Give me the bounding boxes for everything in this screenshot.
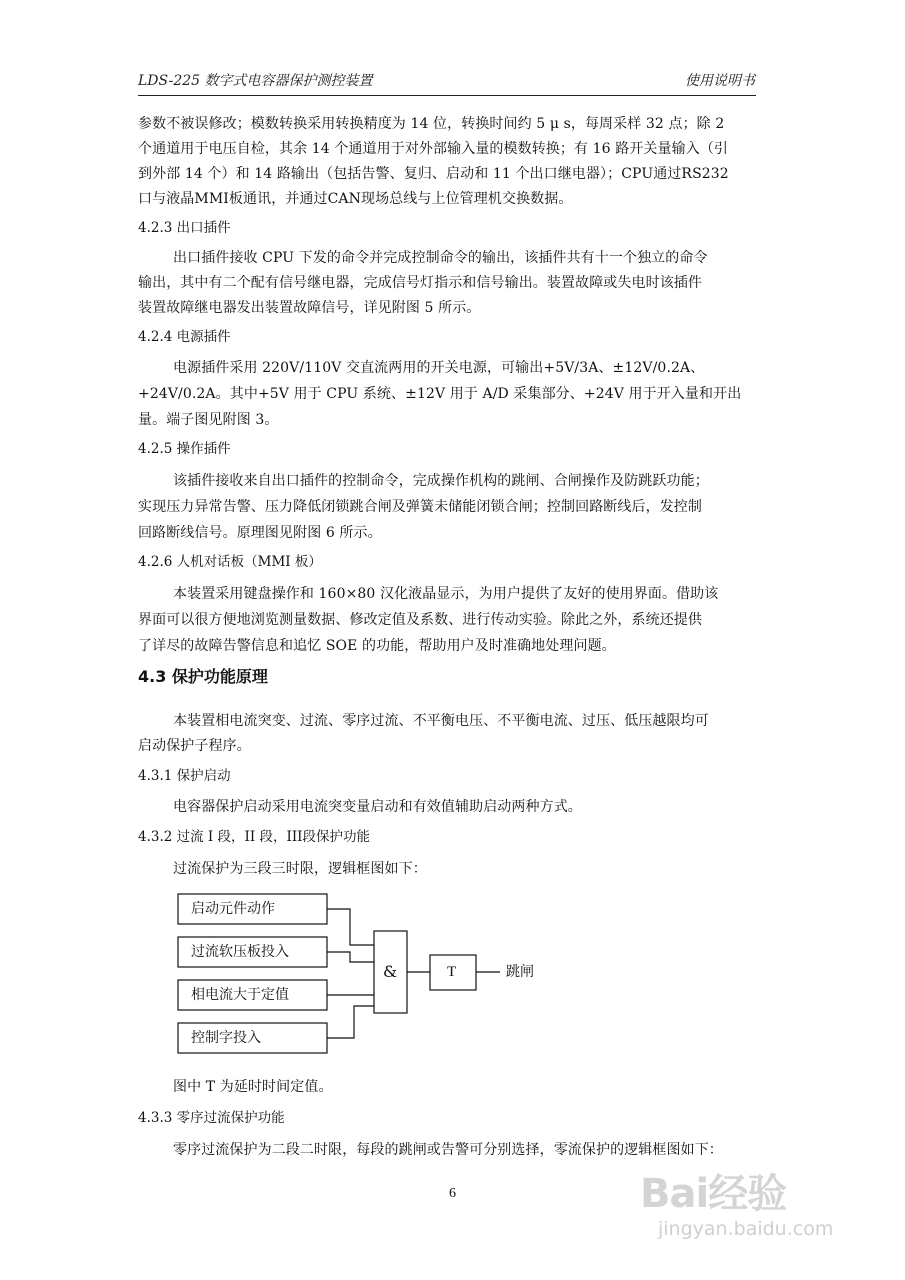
paragraph-line: 量。端子图见附图 3。: [138, 412, 279, 428]
input-box-1: [178, 894, 327, 924]
paragraph-line: 装置故障继电器发出装置故障信号，详见附图 5 所示。: [138, 300, 481, 316]
input-box-2: [178, 937, 327, 967]
paragraph-line: 本装置采用键盘操作和 160×80 汉化液晶显示，为用户提供了友好的使用界面。借助该: [173, 586, 719, 602]
input-box-4: [178, 1023, 327, 1053]
paragraph-line: 启动保护子程序。: [138, 738, 251, 754]
input-wire-1: [327, 909, 374, 945]
paragraph-line: +24V/0.2A。其中+5V 用于 CPU 系统、±12V 用于 A/D 采集部分、+24V 用于开入量和开出: [138, 386, 742, 402]
running-header: [138, 70, 755, 92]
paragraph-line: 回路断线信号。原理图见附图 6 所示。: [138, 525, 382, 541]
input-wire-4: [327, 1006, 374, 1038]
header-divider: [138, 95, 756, 96]
paragraph-line: 电容器保护启动采用电流突变量启动和有效值辅助启动两种方式。: [173, 799, 582, 815]
paragraph-line: 界面可以很方便地浏览测量数据、修改定值及系数、进行传动实验。除此之外，系统还提供: [138, 612, 702, 628]
input-wire-2: [327, 952, 374, 962]
paragraph-line: 过流保护为三段三时限，逻辑框图如下：: [173, 861, 427, 877]
figure-note: 图中 T 为延时时间定值。: [173, 1079, 333, 1095]
input-label-control-word: 控制字投入: [191, 1030, 261, 1046]
input-label-current: 相电流大于定值: [191, 987, 289, 1003]
paragraph-line: 出口插件接收 CPU 下发的命令并完成控制命令的输出，该插件共有十一个独立的命令: [173, 250, 708, 266]
input-label-start: 启动元件动作: [191, 901, 275, 917]
output-label-trip: 跳闸: [506, 964, 534, 980]
input-box-3: [178, 980, 327, 1010]
section-heading-4-3-2: 4.3.2 过流 I 段，II 段，III段保护功能: [138, 829, 371, 845]
header-doc-type: 使用说明书: [685, 73, 755, 89]
section-heading-4-2-4: 4.2.4 电源插件: [138, 329, 231, 345]
paragraph-line: 口与液晶MMI板通讯，并通过CAN现场总线与上位管理机交换数据。: [138, 191, 573, 207]
paragraph-line: 实现压力异常告警、压力降低闭锁跳合闸及弹簧未储能闭锁合闸；控制回路断线后，发控制: [138, 499, 702, 515]
section-heading-4-3-3: 4.3.3 零序过流保护功能: [138, 1110, 285, 1126]
paragraph-line: 输出，其中有二个配有信号继电器，完成信号灯指示和信号输出。装置故障或失电时该插件: [138, 275, 702, 291]
section-heading-4-2-6: 4.2.6 人机对话板（MMI 板）: [138, 554, 322, 570]
paragraph-line: 零序过流保护为二段二时限，每段的跳闸或告警可分别选择，零流保护的逻辑框图如下：: [173, 1142, 723, 1158]
paragraph-line: 参数不被误修改；模数转换采用转换精度为 14 位，转换时间约 5 μ s，每周采样 32 点；除 2: [138, 116, 725, 132]
paragraph-line: 了详尽的故障告警信息和追忆 SOE 的功能，帮助用户及时准确地处理问题。: [138, 638, 616, 654]
paragraph-line: 该插件接收来自出口插件的控制命令，完成操作机构的跳闸、合闸操作及防跳跃功能；: [173, 473, 709, 489]
paragraph-line: 个通道用于电压自检，其余 14 个通道用于对外部输入量的模数转换；有 16 路开关量输入（引: [138, 141, 729, 157]
section-heading-4-2-3: 4.2.3 出口插件: [138, 220, 231, 236]
timer-box: [430, 955, 476, 990]
section-heading-4-3-1: 4.3.1 保护启动: [138, 768, 231, 784]
page-number: 6: [449, 1186, 456, 1201]
paragraph-line: 电源插件采用 220V/110V 交直流两用的开关电源，可输出+5V/3A、±12V/0.2A、: [173, 360, 705, 376]
paragraph-line: 本装置相电流突变、过流、零序过流、不平衡电压、不平衡电流、过压、低压越限均可: [173, 713, 709, 729]
section-heading-4-3: 4.3 保护功能原理: [138, 667, 268, 686]
and-gate-symbol: &: [383, 962, 398, 981]
paragraph-line: 到外部 14 个）和 14 路输出（包括告警、复归、启动和 11 个出口继电器）；CPU通过RS232: [138, 166, 729, 182]
baidu-watermark: [640, 1162, 870, 1262]
timer-label: T: [447, 964, 457, 980]
section-heading-4-2-5: 4.2.5 操作插件: [138, 441, 231, 457]
and-gate-box: [374, 931, 407, 1013]
header-title: LDS-225 数字式电容器保护测控装置: [138, 73, 373, 89]
input-label-soft-plate: 过流软压板投入: [191, 944, 289, 960]
watermark-logo: Bai经验: [640, 1171, 787, 1217]
watermark-url: jingyan.baidu.com: [658, 1218, 834, 1240]
